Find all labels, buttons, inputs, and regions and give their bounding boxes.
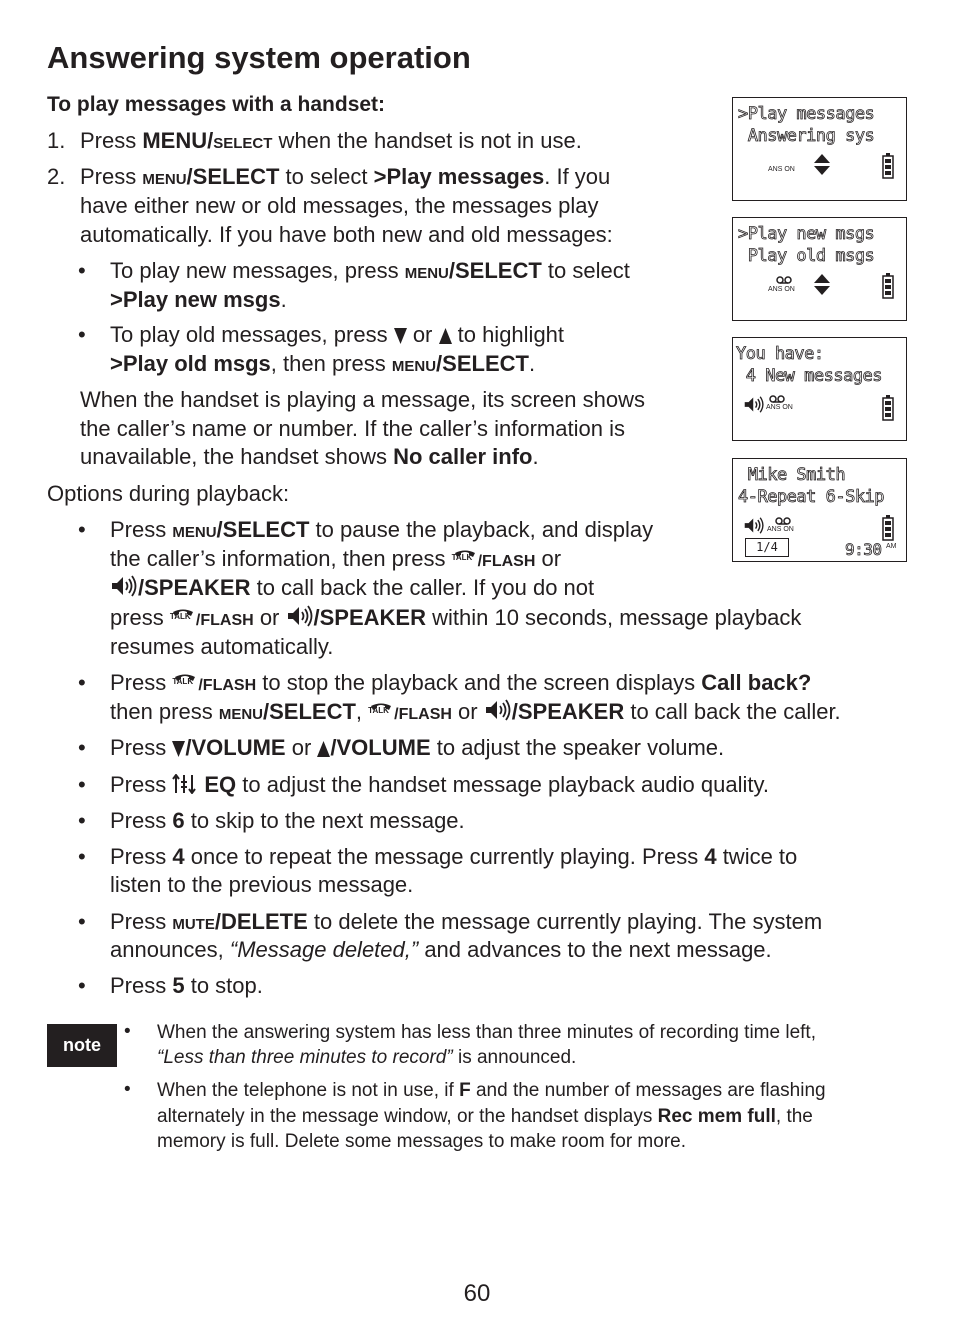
option-repeat: Press 4 once to repeat the message currently playing. Press 4 twice to <box>110 844 798 869</box>
message-counter: 1/4 <box>745 538 789 557</box>
battery-icon <box>882 153 894 179</box>
option-pause: /SPEAKER to call back the caller. If you do not <box>110 575 594 601</box>
paragraph-line: When the handset is playing a message, its screen shows <box>80 387 645 412</box>
up-arrow-icon <box>439 328 452 344</box>
talk-icon: TALK <box>170 609 196 629</box>
speaker-icon <box>743 396 765 413</box>
battery-icon <box>882 273 894 299</box>
screen-line: >Play new msgs <box>738 224 875 244</box>
sub-bullet-old: To play old messages, press or to highlight <box>110 322 565 347</box>
note-line: memory is full. Delete some messages to make room for more. <box>157 1131 687 1152</box>
speaker-icon <box>743 517 765 534</box>
battery-icon <box>882 395 894 421</box>
screen-line: Mike Smith <box>738 465 846 485</box>
down-arrow-icon <box>172 741 185 757</box>
screen-line: Play old msgs <box>738 246 875 266</box>
option-repeat: listen to the previous message. <box>110 872 414 897</box>
note-line: alternately in the message window, or the handset displays Rec mem full, the <box>157 1106 813 1127</box>
bullet: • <box>78 973 86 998</box>
step-2-line: automatically. If you have both new and old messages: <box>80 222 613 247</box>
handset-screen <box>732 217 907 321</box>
step-2-line: Press MENU/SELECT to select >Play messages. If you <box>80 164 611 189</box>
talk-icon: TALK <box>172 674 198 694</box>
clock: 9:30 <box>845 540 882 559</box>
bullet: • <box>78 808 86 833</box>
subheading: To play messages with a handset: <box>47 93 386 116</box>
option-pause: resumes automatically. <box>110 634 334 659</box>
up-arrow-icon <box>317 741 330 757</box>
option-pause: press TALK /FLASH or /SPEAKER within 10 seconds, message playback <box>110 605 802 630</box>
page-title: Answering system operation <box>47 40 471 75</box>
bullet: • <box>124 1021 131 1042</box>
bullet: • <box>78 258 86 283</box>
handset-screen <box>732 337 907 441</box>
handset-screen <box>732 458 907 562</box>
ans-on-label: ANS ON <box>768 286 795 293</box>
paragraph-line: the caller’s name or number. If the caller’s information is <box>80 416 625 441</box>
speaker-icon <box>286 605 314 627</box>
step-number: 2. <box>47 164 66 189</box>
option-stop: Press 5 to stop. <box>110 973 263 998</box>
am-pm-label: AM <box>886 543 897 550</box>
option-delete: announces, “Message deleted,” and advances to the next message. <box>110 937 772 962</box>
option-pause: Press MENU/SELECT to pause the playback, and display <box>110 517 654 542</box>
screen-line: >Play messages <box>738 104 875 124</box>
bullet: • <box>78 909 86 934</box>
option-eq: Press EQ to adjust the handset message playback audio quality. <box>110 772 769 797</box>
note-line: When the telephone is not in use, if F and the number of messages are flashing <box>157 1080 826 1101</box>
ans-icon <box>776 276 792 284</box>
screen-line: Answering sys <box>738 126 875 146</box>
step-2-line: have either new or old messages, the messages play <box>80 193 599 218</box>
step-1: Press MENU/SELECT when the handset is not in use. <box>80 128 582 153</box>
screen-line: 4 New messages <box>736 366 883 386</box>
option-skip: Press 6 to skip to the next message. <box>110 808 465 833</box>
note-line: When the answering system has less than three minutes of recording time left, <box>157 1022 816 1043</box>
bullet: • <box>78 735 86 760</box>
option-volume: Press /VOLUME or /VOLUME to adjust the speaker volume. <box>110 735 725 760</box>
sub-bullet-old: >Play old msgs, then press MENU/SELECT. <box>110 351 536 376</box>
battery-icon <box>882 515 894 541</box>
talk-icon: TALK <box>368 703 394 723</box>
screen-line: You have: <box>736 344 824 364</box>
note-badge: note <box>47 1024 117 1067</box>
option-pause: the caller’s information, then press TALK /FLASH or <box>110 546 562 571</box>
bullet: • <box>78 322 86 347</box>
ans-on-label: ANS ON <box>767 526 794 533</box>
step-number: 1. <box>47 128 66 153</box>
ans-on-label: ANS ON <box>768 166 795 173</box>
eq-icon <box>172 774 204 794</box>
option-callback: then press MENU/SELECT, TALK /FLASH or /SPEAKER to call back the caller. <box>110 699 841 724</box>
down-arrow-icon <box>394 328 407 344</box>
option-callback: Press TALK /FLASH to stop the playback and the screen displays Call back? <box>110 670 812 695</box>
bullet: • <box>78 844 86 869</box>
page-number: 60 <box>463 1280 491 1307</box>
speaker-icon <box>484 699 512 721</box>
note-line: “Less than three minutes to record” is announced. <box>157 1047 577 1068</box>
option-delete: Press MUTE/DELETE to delete the message currently playing. The system <box>110 909 823 934</box>
sub-bullet-new: >Play new msgs. <box>110 287 287 312</box>
screen-line: 4-Repeat 6-Skip <box>738 487 885 507</box>
ans-icon <box>769 395 785 403</box>
bullet: • <box>78 670 86 695</box>
scroll-arrows-icon <box>813 274 831 296</box>
options-label: Options during playback: <box>47 481 290 506</box>
paragraph-line: unavailable, the handset shows No caller info. <box>80 444 539 469</box>
scroll-arrows-icon <box>813 154 831 176</box>
bullet: • <box>78 772 86 797</box>
bullet: • <box>78 517 86 542</box>
handset-screen <box>732 97 907 201</box>
bullet: • <box>124 1079 131 1100</box>
talk-icon: TALK <box>452 550 478 570</box>
speaker-icon <box>110 575 138 597</box>
ans-icon <box>775 517 791 525</box>
ans-on-label: ANS ON <box>766 404 793 411</box>
sub-bullet-new: To play new messages, press MENU/SELECT to select <box>110 258 630 283</box>
